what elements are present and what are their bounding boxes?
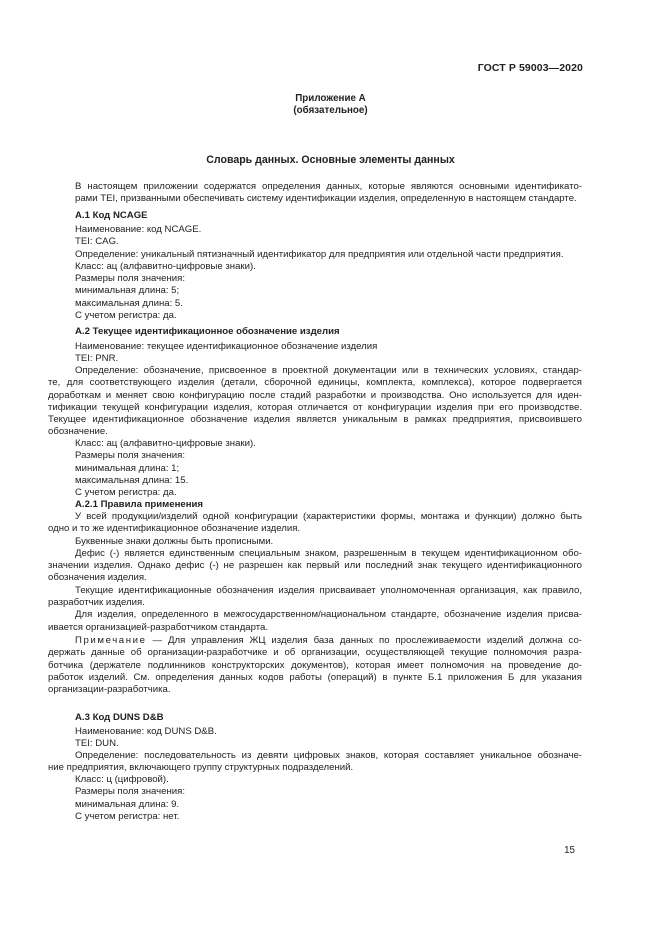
a3-def-line: ние предприятия, включающего группу структурных подразделений. (48, 762, 354, 774)
a2-rule-line: значении изделия. Однако дефис (-) не разрешен как первый или последний знак текущего идентификационного (48, 560, 582, 572)
appendix-subtitle: (обязательное) (293, 105, 368, 116)
section-a3-heading: А.3 Код DUNS D&B (75, 712, 164, 723)
a2-def-line: доработкам и меняет свою конфигурацию после стадий разработки и производства. Оно используется для иден- (48, 389, 582, 401)
a2-1-heading: А.2.1 Правила применения (75, 499, 203, 511)
standard-number: ГОСТ Р 59003—2020 (477, 62, 583, 74)
a2-line: максимальная длина: 15. (75, 474, 189, 486)
note-line: держать данные об организации-разработчике и об организации, осуществляющей текущие полномочия разра- (48, 647, 582, 659)
a2-rule-line: У всей продукции/изделий одной конфигурации (характеристики формы, монтажа и функции) должно быть (75, 511, 582, 522)
a2-rules (48, 511, 582, 634)
a2-def-line: тификации текущей конфигурации изделия, которая отличается от конфигурации изделия при его производстве. (48, 401, 582, 413)
a2-def-line: Текущее идентификационное обозначение изделия является уникальным в рамках предприятия, присвоившего (48, 414, 582, 426)
a1-line: TEI: CAG. (75, 236, 119, 248)
a2-note (48, 635, 582, 696)
a2-line: Размеры поля значения: (75, 450, 185, 462)
a1-line: Определение: уникальный пятизначный идентификатор для предприятия или отдельной части предприятия. (75, 248, 564, 260)
a2-def-line: обозначение. (48, 426, 108, 438)
section-a2-top (75, 341, 582, 366)
a3-def-line: Определение: последовательность из девяти цифровых знаков, которая составляет уникальное обозначе- (75, 750, 582, 761)
appendix-title: Приложение А (295, 93, 366, 104)
section-a2-definition (48, 365, 582, 439)
section-a3-definition (48, 750, 582, 775)
note-label: Примечание (75, 635, 147, 646)
a1-line: Класс: ац (алфавитно-цифровые знаки). (75, 260, 256, 272)
note-line (75, 635, 582, 647)
a2-line: TEI: PNR. (75, 353, 119, 365)
note-line: организации-разработчика. (48, 684, 171, 696)
a3-line: TEI: DUN. (75, 738, 119, 750)
a3-line: минимальная длина: 9. (75, 798, 180, 810)
a3-line: Наименование: код DUNS D&B. (75, 726, 217, 737)
a3-line: Класс: ц (цифровой). (75, 774, 169, 785)
a2-line: минимальная длина: 1; (75, 462, 180, 474)
intro-line: В настоящем приложении содержатся определения данных, которые являются основными идентификато- (75, 181, 582, 192)
a1-line: минимальная длина: 5; (75, 285, 180, 297)
a2-rule-line: одно и то же идентификационное обозначение изделия. (48, 523, 301, 535)
intro-paragraph (75, 181, 582, 206)
a2-line: С учетом регистра: да. (75, 487, 177, 499)
a2-def-line: Определение: обозначение, присвоенное в проектной документации или в технических условиях, стандар- (75, 365, 582, 376)
section-a1-body (75, 224, 582, 322)
a2-rule-line: Текущие идентификационные обозначения изделия присваивает уполномоченная организация, как правило, (75, 584, 582, 596)
a1-line: С учетом регистра: да. (75, 310, 177, 322)
section-a3-top (75, 726, 582, 751)
section-a3-bottom (75, 774, 582, 823)
section-a1-heading: А.1 Код NCAGE (75, 210, 148, 221)
a1-line: Наименование: код NCAGE. (75, 224, 202, 235)
a1-line: максимальная длина: 5. (75, 297, 183, 309)
a2-rule-line: Дефис (-) является единственным специальным знаком, разрешенным в текущем идентификационном обо- (75, 547, 582, 559)
a2-rule-line: обозначения изделия. (48, 572, 147, 584)
a2-rule-line: разработчик изделия. (48, 597, 145, 609)
intro-line: рами TEI, призванными обеспечивать систему идентификации изделия, определенную в настоящем стандарте. (75, 193, 577, 205)
a2-line: Класс: ац (алфавитно-цифровые знаки). (75, 438, 256, 449)
a2-rule-line: Буквенные знаки должны быть прописными. (75, 535, 274, 547)
section-a2-heading: А.2 Текущее идентификационное обозначение изделия (75, 326, 340, 337)
a2-line: Наименование: текущее идентификационное обозначение изделия (75, 341, 378, 352)
a3-line: Размеры поля значения: (75, 786, 185, 798)
section-title: Словарь данных. Основные элементы данных (206, 154, 455, 166)
page-number: 15 (564, 845, 575, 856)
a1-line: Размеры поля значения: (75, 273, 185, 285)
a2-rule-line: Для изделия, определенного в межгосударственном/национальном стандарте, обозначение изделия присва- (75, 609, 582, 621)
a3-line: С учетом регистра: нет. (75, 810, 180, 822)
a2-def-line: те, для соответствующего изделия (детали, сборочной единицы, комплекта, комплекса), которое подвергается (48, 377, 582, 389)
note-text: — Для управления ЖЦ изделия база данных по прослеживаемости изделий должна со- (146, 635, 582, 646)
note-line: ботчика (держателе подлинников конструкторских документов), которая имеет полномочия на проведение до- (48, 659, 582, 671)
note-line: работок изделий. См. определения данных кодов работы (операций) в пункте Б.1 приложения Б для указания (48, 671, 582, 683)
a2-rule-line: ивается организацией-разработчиком стандарта. (48, 621, 269, 633)
section-a2-bottom (75, 438, 582, 512)
